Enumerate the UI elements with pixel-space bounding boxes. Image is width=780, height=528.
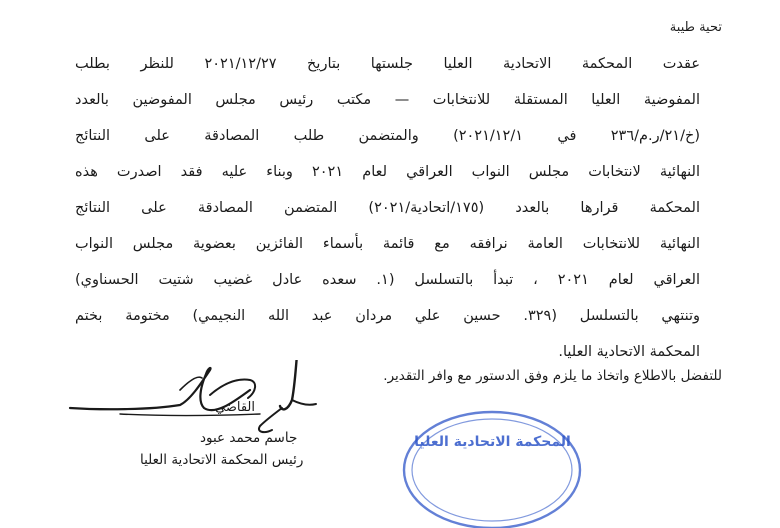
body-line-2: المفوضية العليا المستقلة للانتخابات — مكتب رئيس مجلس المفوضين بالعدد bbox=[75, 92, 700, 108]
signature-title: القاضي bbox=[215, 400, 255, 415]
signature-position: رئيس المحكمة الاتحادية العليا bbox=[140, 452, 304, 468]
body-line-6: النهائية للانتخابات العامة نرافقه مع قائمة بأسماء الفائزين بعضوية مجلس النواب bbox=[75, 236, 700, 252]
body-line-5: المحكمة قرارها بالعدد (١٧٥/اتحادية/٢٠٢١) المتضمن المصادقة على النتائج bbox=[75, 200, 700, 216]
signature-name: جاسم محمد عبود bbox=[200, 430, 298, 446]
body-line-4: النهائية لانتخابات مجلس النواب العراقي لعام ٢٠٢١ وبناء عليه فقد اصدرت هذه bbox=[75, 164, 700, 180]
closing-line: للتفضل بالاطلاع واتخاذ ما يلزم وفق الدستور مع وافر التقدير. bbox=[383, 368, 722, 384]
body-line-3: (خ/٢١/ر.م/٢٣٦ في ٢٠٢١/١٢/١) والمتضمن طلب المصادقة على النتائج bbox=[75, 128, 700, 144]
body-line-9: المحكمة الاتحادية العليا. bbox=[558, 344, 700, 360]
body-line-7: العراقي لعام ٢٠٢١ ، تبدأ بالتسلسل (١. سعده عادل غضيب شتيت الحسناوي) bbox=[75, 272, 700, 288]
body-line-1: عقدت المحكمة الاتحادية العليا جلستها بتاريخ ٢٠٢١/١٢/٢٧ للنظر بطلب bbox=[75, 56, 700, 72]
signature-block bbox=[60, 360, 360, 470]
stamp-text: المحكمة الاتحادية العليا bbox=[414, 434, 571, 450]
letter-body bbox=[75, 54, 700, 378]
court-stamp bbox=[400, 408, 585, 528]
greeting: تحية طيبة bbox=[669, 20, 722, 35]
body-line-8: وتنتهي بالتسلسل (٣٢٩. حسين علي مردان عبد الله النجيمي) مختومة بختم bbox=[75, 308, 700, 324]
